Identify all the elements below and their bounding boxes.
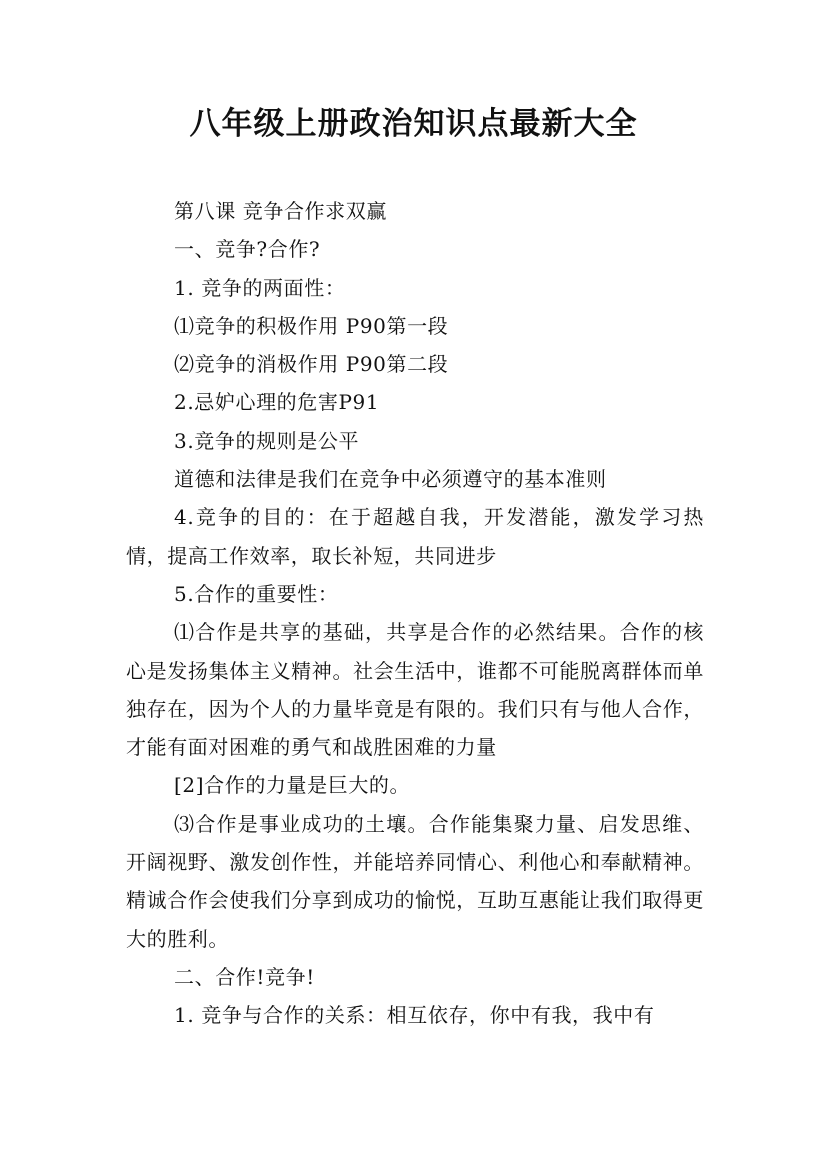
item-relationship: 1. 竞争与合作的关系：相互依存，你中有我，我中有 [174,1003,655,1028]
section-heading-1: 一、竞争?合作? [174,237,321,262]
item-cooperation-power: [2]合作的力量是巨大的。 [174,773,411,798]
item-competition-two-sides: 1. 竞争的两面性： [174,275,346,300]
item-cooperation-success: ⑶合作是事业成功的土壤。合作能集聚力量、启发思维、开阔视野、激发创作性，并能培养同情心、利他心和奉献精神。精诚合作会使我们分享到成功的愉悦，互助互惠能让我们取得更大的胜利。 [126,811,704,951]
document-title: 八年级上册政治知识点最新大全 [189,106,638,142]
item-cooperation-importance: 5.合作的重要性： [174,581,339,606]
item-moral-law: 道德和法律是我们在竞争中必须遵守的基本准则 [174,467,607,492]
item-positive-effect: ⑴竞争的积极作用 P90第一段 [174,313,449,338]
item-competition-purpose: 4.竞争的目的：在于超越自我，开发潜能，激发学习热情，提高工作效率，取长补短，共同进步 [126,505,704,568]
item-negative-effect: ⑵竞争的消极作用 P90第二段 [174,352,449,377]
item-jealousy-harm: 2.忌妒心理的危害P91 [174,390,380,415]
item-cooperation-sharing: ⑴合作是共享的基础，共享是合作的必然结果。合作的核心是发扬集体主义精神。社会生活中，谁都不可能脱离群体而单独存在，因为个人的力量毕竟是有限的。我们只有与他人合作，才能有面对困难的勇气和战胜困难的力量 [126,620,704,760]
document-body [126,192,704,1035]
section-heading-2: 二、合作!竞争! [174,964,315,989]
item-competition-rules: 3.竞争的规则是公平 [174,428,360,453]
lesson-heading: 第八课 竞争合作求双赢 [174,199,387,223]
